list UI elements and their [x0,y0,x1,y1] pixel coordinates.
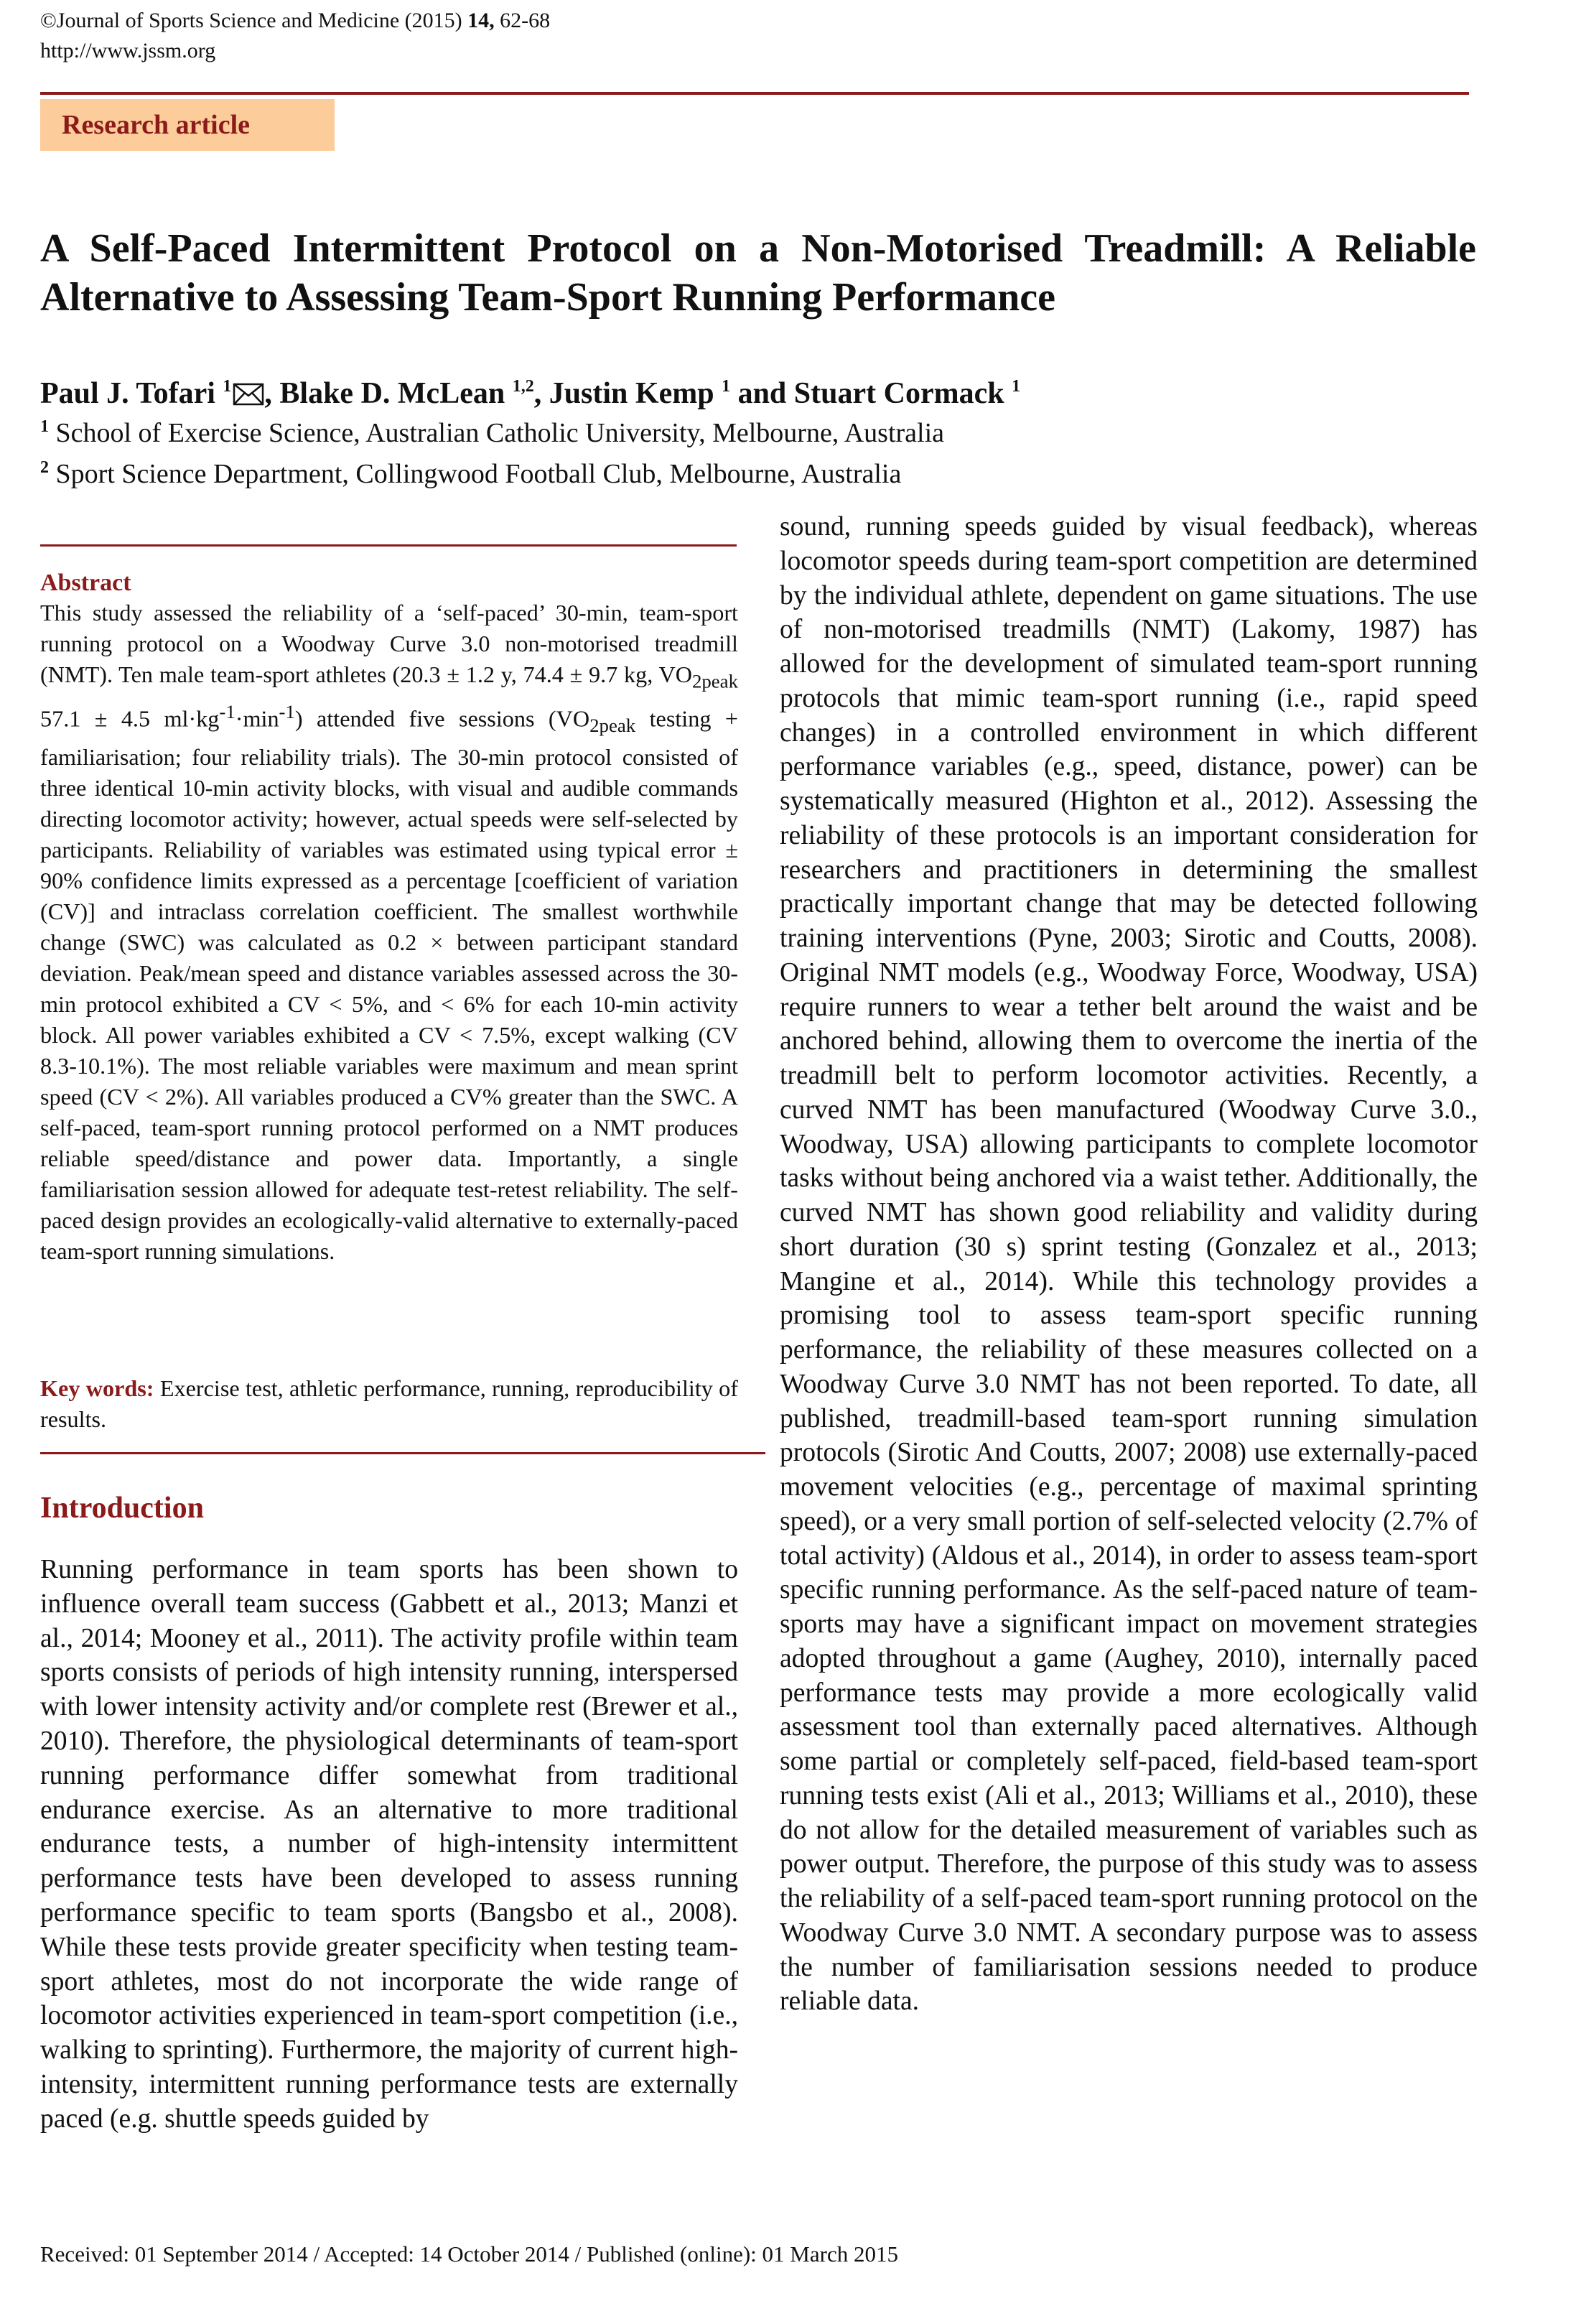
author-name: Justin Kemp [549,377,714,410]
affiliation-marker: 2 [40,458,49,477]
journal-citation [40,6,550,36]
abstract-segment: testing + familiarisation; four reliability trials). The 30-min protocol consisted of three identical 10-min activity blocks, with visual and audible commands directing locomotor activity; however, actual speeds were self-selected by participants. Reliability of variables was estimated using typical error ± 90% confidence limits expressed as a percentage [coefficient of variation (CV)] and intraclass correlation coefficient. The smallest worthwhile change (SWC) was calculated as 0.2 × between participant standard deviation. Peak/mean speed and distance variables assessed across the 30-min protocol exhibited a CV < 5%, and < 6% for each 10-min activity block. All power variables exhibited a CV < 7.5%, except walking (CV 8.3-10.1%). The most reliable variables were maximum and mean sprint speed (CV < 2%). All variables produced a CV% greater than the SWC. A self-paced, team-sport running protocol performed on a NMT produces reliable speed/distance and power data. Importantly, a single familiarisation session allowed for adequate test-retest reliability. The self-paced design provides an ecologically-valid alternative to externally-paced team-sport running simulations. [40,706,738,1264]
author-affiliation-marker: 1,2 [512,377,534,396]
author-list [40,365,1476,415]
abstract-superscript: -1 [279,701,295,723]
affiliation-text: School of Exercise Science, Australian Catholic University, Melbourne, Australia [49,418,945,448]
author-separator: , [264,377,280,410]
author-name: Paul J. Tofari [40,377,215,410]
affiliation-text: Sport Science Department, Collingwood Football Club, Melbourne, Australia [49,459,902,489]
abstract-subscript: 2peak [589,715,636,737]
journal-volume: 14, [467,9,495,32]
author-name: Blake D. McLean [279,377,505,410]
author-name: Stuart Cormack [793,377,1004,410]
author-separator: and [730,377,794,410]
author-separator: , [533,377,549,410]
journal-header [40,6,550,66]
abstract-heading: Abstract [40,570,131,596]
keywords-text: Exercise test, athletic performance, running, reproducibility of results. [40,1375,738,1432]
author-affiliation-marker: 1 [223,377,232,396]
introduction-text-right-column: sound, running speeds guided by visual feedback), whereas locomotor speeds during team-sport competition are determined by the individual athlete, dependent on game situations. The use of non-motorised treadmills (NMT) (Lakomy, 1987) has allowed for the development of simulated team-sport running protocols that mimic team-sport running (i.e., rapid speed changes) in a controlled environment in which different performance variables (e.g., speed, distance, power) can be systematically measured (Highton et al., 2012). Assessing the reliability of these protocols is an important consideration for researchers and practitioners in determining the smallest practically important change that may be detected following training interventions (Pyne, 2003; Sirotic and Coutts, 2008). Original NMT models (e.g., Woodway Force, Woodway, USA) require runners to wear a tether belt around the waist and be anchored behind, allowing them to overcome the inertia of the treadmill belt to perform locomotor activities. Recently, a curved NMT has been manufactured (Woodway Curve 3.0., Woodway, USA) allowing participants to complete locomotor tasks without being anchored via a waist tether. Additionally, the curved NMT has shown good reliability and validity during short duration (30 s) sprint testing (Gonzalez et al., 2013; Mangine et al., 2014). While this technology provides a promising tool to assess team-sport specific running performance, the reliability of these measures collected on a Woodway Curve 3.0 NMT has not been reported. To date, all published, treadmill-based team-sport running simulation protocols (Sirotic And Coutts, 2007; 2008) use externally-paced movement velocities (e.g., percentage of maximal sprinting speed), or a very small portion of self-selected velocity (2.7% of total activity) (Aldous et al., 2014), in order to assess team-sport specific running performance. As the self-paced nature of team-sports may have a significant impact on movement strategies adopted throughout a game (Aughey, 2010), internally paced performance tests may provide a more ecologically valid assessment tool than externally paced alternatives. Although some partial or completely self-paced, field-based team-sport running tests exist (Ali et al., 2013; Williams et al., 2010), these do not allow for the detailed measurement of variables such as power output. Therefore, the purpose of this study was to assess the reliability of a self-paced team-sport running protocol on the Woodway Curve 3.0 NMT. A secondary purpose was to assess the number of familiarisation sessions needed to produce reliable data. [780,512,1478,2017]
affiliation-item [40,450,1476,491]
abstract-segment: This study assessed the reliability of a ‘self-paced’ 30-min, team-sport running protocol on a Woodway Curve 3.0 non-motorised treadmill (NMT). Ten male team-sport athletes (20.3 ± 1.2 y, 74.4 ± 9.7 kg, VO [40,600,738,687]
introduction-heading: Introduction [40,1492,204,1525]
article-title: A Self-Paced Intermittent Protocol on a Non-Motorised Treadmill: A Reliable Alternative to Assessing Team-Sport Running Performance [40,226,1476,320]
journal-url[interactable]: http://www.jssm.org [40,39,216,62]
abstract-segment: ·min [235,706,279,733]
abstract-segment: ) attended five sessions (VO [294,706,590,733]
keywords-label: Key words: [40,1375,154,1401]
abstract-divider [40,544,737,547]
journal-prefix: ©Journal of Sports Science and Medicine (2015) [40,9,468,32]
introduction-text-left-column: Running performance in team sports has been shown to influence overall team success (Gabbett et al., 2013; Manzi et al., 2014; Mooney et al., 2011). The activity profile within team sports consists of periods of high intensity running, interspersed with lower intensity activity and/or complete rest (Brewer et al., 2010). Therefore, the physiological determinants of team-sport running performance differ somewhat from traditional endurance exercise. As an alternative to more traditional endurance tests, a number of high-intensity intermittent performance tests have been developed to assess running performance specific to team sports (Bangsbo et al., 2008). While these tests provide greater specificity when testing team-sport athletes, most do not incorporate the wide range of locomotor activities experienced in team-sport competition (i.e., walking to sprinting). Furthermore, the majority of current high-intensity, intermittent running performance tests are externally paced (e.g. shuttle speeds guided by [40,1555,738,2134]
affiliation-item [40,409,1476,450]
author-affiliation-marker: 1 [722,377,731,396]
journal-pages: 62-68 [494,9,551,32]
envelope-icon[interactable] [233,383,264,406]
affiliation-list [40,409,1476,491]
author-affiliation-marker: 1 [1012,377,1021,396]
introduction-divider [40,1452,765,1454]
abstract-segment: 57.1 ± 4.5 ml·kg [40,706,220,733]
affiliation-marker: 1 [40,417,49,436]
article-type-label: Research article [40,99,335,151]
abstract-text [40,598,738,1267]
keywords [40,1373,738,1435]
abstract-superscript: -1 [219,701,235,723]
header-divider [40,92,1469,95]
publication-dates: Received: 01 September 2014 / Accepted: 14 October 2014 / Published (online): 01 March 2015 [40,2241,898,2267]
abstract-subscript: 2peak [691,670,738,692]
